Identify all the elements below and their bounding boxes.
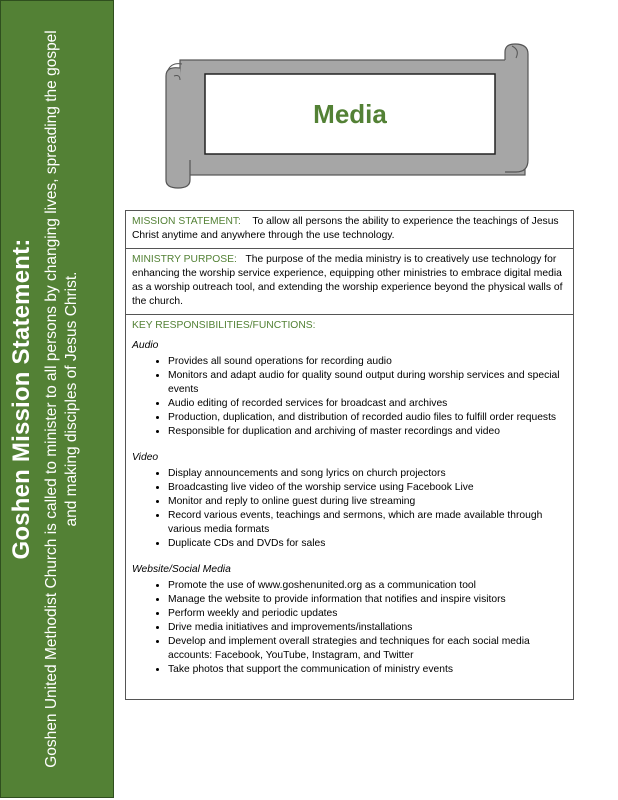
group-heading-video: Video xyxy=(132,452,159,463)
mission-statement-section xyxy=(126,211,573,249)
list-item: • Promote the use of www.goshenunited.org as a communication tool xyxy=(168,579,567,593)
mission-label: MISSION STATEMENT: xyxy=(132,216,241,227)
list-item: • Audio editing of recorded services for broadcast and archives xyxy=(168,397,567,411)
list-item: • Take photos that support the communication of ministry events xyxy=(168,663,567,677)
sidebar-mission-text: Goshen United Methodist Church is called to minister to all persons by changing lives, spreading the gospel and making disciples of Jesus Christ. xyxy=(43,30,80,768)
ministry-details-box xyxy=(125,210,574,700)
list-item: • Monitors and adapt audio for quality sound output during worship services and special events xyxy=(168,369,567,397)
list-item: • Drive media initiatives and improvements/installations xyxy=(168,621,567,635)
list-item: • Broadcasting live video of the worship service using Facebook Live xyxy=(168,481,567,495)
list-item: • Responsible for duplication and archiving of master recordings and video xyxy=(168,425,567,439)
list-item: • Perform weekly and periodic updates xyxy=(168,607,567,621)
mission-text: To allow all persons the ability to experience the teachings of Jesus Christ anytime and anywhere through the use technology. xyxy=(132,216,559,241)
sidebar-title: Goshen Mission Statement: xyxy=(8,238,35,560)
list-item: • Duplicate CDs and DVDs for sales xyxy=(168,537,567,551)
list-item: • Provides all sound operations for recording audio xyxy=(168,355,567,369)
list-item: • Monitor and reply to online guest during live streaming xyxy=(168,495,567,509)
group-heading-website-social: Website/Social Media xyxy=(132,564,231,575)
list-item: • Production, duplication, and distribution of recorded audio files to fulfill order requests xyxy=(168,411,567,425)
list-item: • Display announcements and song lyrics on church projectors xyxy=(168,467,567,481)
page-title: Media xyxy=(313,98,387,129)
purpose-text: The purpose of the media ministry is to creatively use technology for enhancing the worship service experience, equipping other ministries to embrace digital media as a worship outreach tool, and extending the worship experience beyond the physical walls of the church. xyxy=(132,254,563,307)
sidebar-rotated-content xyxy=(2,19,112,779)
group-heading-audio: Audio xyxy=(132,340,159,351)
list-item: • Record various events, teachings and sermons, which are made available through various media formats xyxy=(168,509,567,537)
responsibilities-label: KEY RESPONSIBILITIES/FUNCTIONS: xyxy=(132,320,316,331)
mission-sidebar xyxy=(0,0,114,798)
list-item: • Manage the website to provide information that notifies and inspire visitors xyxy=(168,593,567,607)
video-list xyxy=(132,467,567,551)
responsibilities-section xyxy=(126,315,573,682)
purpose-label: MINISTRY PURPOSE: xyxy=(132,254,237,265)
list-item: • Develop and implement overall strategies and techniques for each social media accounts: Facebook, YouTube, Instagram, and Twitter xyxy=(168,635,567,663)
ministry-purpose-section xyxy=(126,249,573,315)
audio-list xyxy=(132,355,567,439)
website-social-list xyxy=(132,579,567,677)
